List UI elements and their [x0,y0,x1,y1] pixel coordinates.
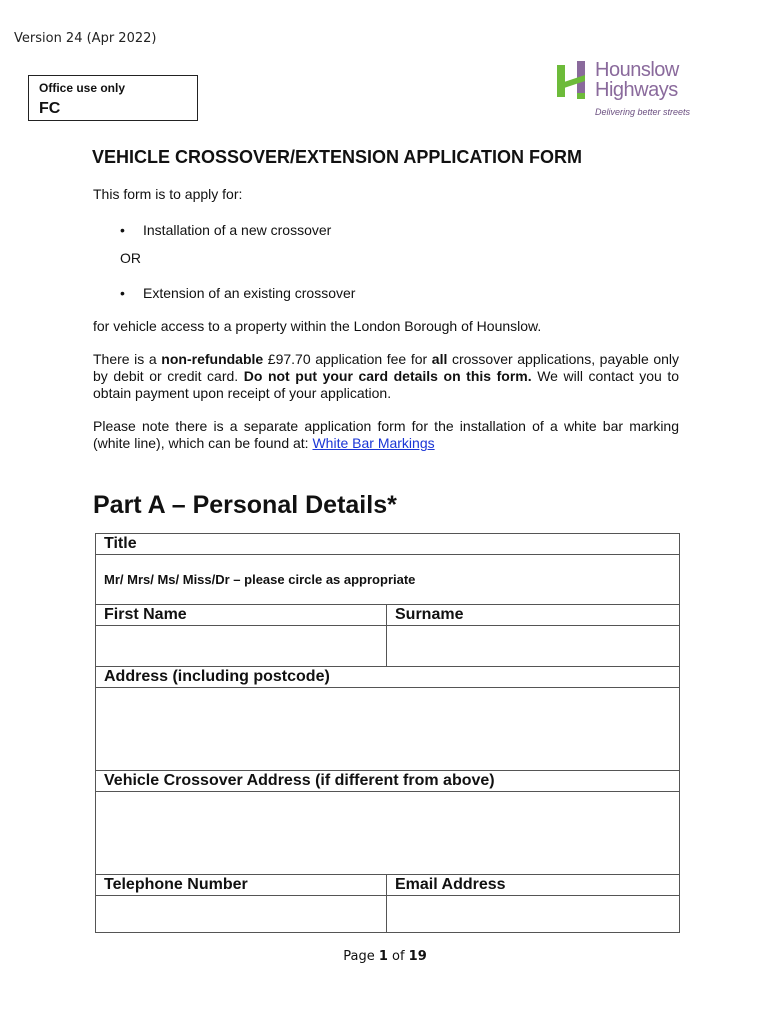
personal-details-table [95,533,680,933]
bullet-icon: • [120,222,125,238]
hounslow-h-logo-icon [555,61,589,101]
first-name-field[interactable] [96,626,387,667]
office-use-label: Office use only [39,81,126,95]
white-bar-paragraph: Please note there is a separate application form for the installation of a white bar marking (white line), which can be found at: White Bar Markings [93,418,679,451]
title-field[interactable] [96,555,680,605]
bullet-extension [120,285,355,301]
office-code: FC [39,100,61,117]
telephone-label: Telephone Number [96,875,387,896]
page-number: Page 1 of 19 [343,949,427,964]
surname-label: Surname [387,605,680,626]
title-note: Mr/ Mrs/ Ms/ Miss/Dr – please circle as appropriate [104,572,416,587]
or-label: OR [120,250,141,266]
surname-field[interactable] [387,626,680,667]
address-label: Address (including postcode) [96,667,680,688]
crossover-address-label: Vehicle Crossover Address (if different from above) [96,771,680,792]
telephone-field[interactable] [96,896,387,933]
first-name-label: First Name [96,605,387,626]
white-bar-markings-link[interactable]: White Bar Markings [312,435,435,451]
address-field[interactable] [96,688,680,771]
logo-line2: Highways [595,79,678,101]
hounslow-highways-logo [555,59,700,121]
email-label: Email Address [387,875,680,896]
part-a-heading: Part A – Personal Details* [93,491,397,519]
intro-apply-for: This form is to apply for: [93,186,243,202]
form-title: VEHICLE CROSSOVER/EXTENSION APPLICATION FORM [92,147,583,167]
crossover-address-field[interactable] [96,792,680,875]
bullet-text: Installation of a new crossover [143,222,332,238]
version-label: Version 24 (Apr 2022) [14,31,157,46]
email-field[interactable] [387,896,680,933]
logo-line1: Hounslow [595,59,679,81]
fee-paragraph: There is a non-refundable £97.70 application fee for all crossover applications, payable only by debit or credit card. Do not put your card details on this form. We will contact you to obtain payment upon receipt of your application. [93,351,680,401]
bullet-icon: • [120,285,125,301]
bullet-text: Extension of an existing crossover [143,285,356,301]
title-label: Title [96,534,680,555]
logo-tagline: Delivering better streets [595,107,691,117]
office-use-box [28,75,198,121]
bullet-new-crossover [120,222,331,238]
intro-purpose: for vehicle access to a property within the London Borough of Hounslow. [93,318,542,334]
